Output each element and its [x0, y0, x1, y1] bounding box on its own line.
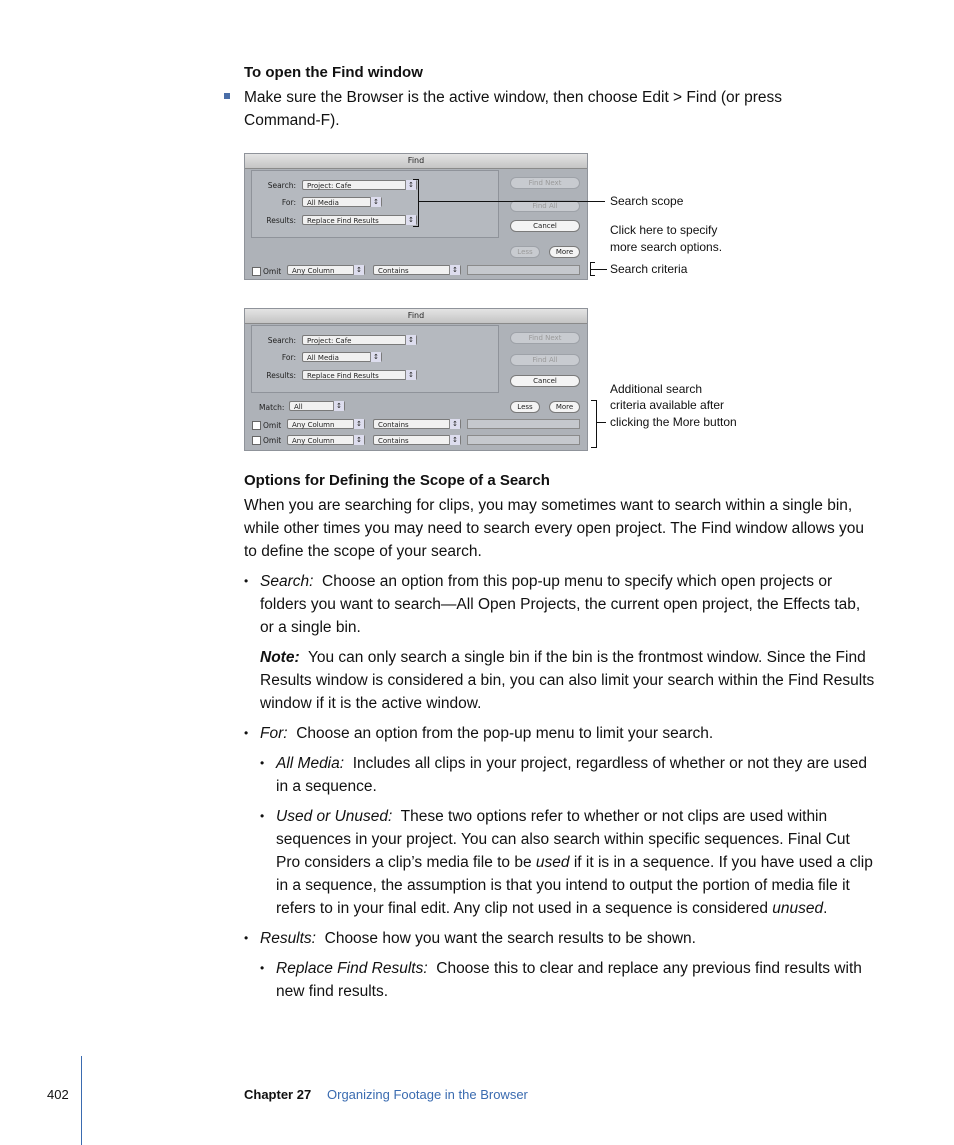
- term: Replace Find Results:: [276, 960, 428, 977]
- criteria-text-field[interactable]: [467, 435, 580, 445]
- replace-results-item: [260, 957, 876, 1003]
- note-description: You can only search a single bin if the bin is the frontmost window. Since the Find Results window is considered a bin, you can also limit your search within the Find Results window if it is the active window.: [260, 649, 875, 712]
- bullet-icon: •: [260, 756, 265, 770]
- term: Used or Unused:: [276, 808, 393, 825]
- omit-label: Omit: [263, 267, 282, 276]
- bullet-icon: •: [244, 726, 249, 740]
- bullet-icon: •: [244, 931, 249, 945]
- section-title: Options for Defining the Scope of a Search: [244, 472, 550, 489]
- description: Choose this to clear and replace any previous find results with new find results.: [276, 960, 862, 1000]
- more-button[interactable]: More: [549, 246, 580, 258]
- bullet-icon: •: [244, 574, 249, 588]
- description: Includes all clips in your project, regardless of whether or not they are used in a sequence.: [276, 755, 868, 795]
- footer-divider: [81, 1056, 82, 1145]
- results-popup[interactable]: Replace Find Results ↕: [302, 370, 417, 380]
- match-popup[interactable]: All ↕: [289, 401, 345, 411]
- criteria-text-field[interactable]: [467, 265, 580, 275]
- criteria-bracket-bottom: [590, 275, 595, 276]
- intro-paragraph: When you are searching for clips, you may sometimes want to search within a single bin, while other times you may need to search every open project. The Find window allows you to define the scope of your search.: [244, 497, 865, 560]
- page-number: 402: [47, 1087, 69, 1102]
- term: Search:: [260, 573, 314, 590]
- for-label: For:: [281, 353, 296, 362]
- scope-panel: [251, 325, 499, 393]
- less-button[interactable]: Less: [510, 246, 540, 258]
- contains-popup[interactable]: Contains ↕: [373, 419, 461, 429]
- annotation-additional-line3: clicking the More button: [610, 415, 737, 429]
- additional-leader-line: [596, 422, 606, 423]
- description: Choose an option from this pop-up menu to specify which open projects or folders you want to search—All Open Projects, the current open project, the Effects tab, or a single bin.: [260, 573, 861, 636]
- step-text: Make sure the Browser is the active window, then choose Edit > Find (or press Command-F).: [244, 89, 783, 129]
- term: Results:: [260, 930, 316, 947]
- annotation-search-criteria: Search criteria: [610, 262, 688, 276]
- term: For:: [260, 725, 288, 742]
- find-window-expanded: [244, 308, 588, 451]
- chapter-label: Chapter 27: [244, 1087, 312, 1102]
- more-button[interactable]: More: [549, 401, 580, 413]
- omit-checkbox[interactable]: [252, 267, 261, 276]
- omit-label: Omit: [263, 436, 282, 445]
- search-popup[interactable]: Project: Cafe ↕: [302, 335, 417, 345]
- find-next-button[interactable]: Find Next: [510, 177, 580, 189]
- column-popup[interactable]: Any Column ↕: [287, 435, 365, 445]
- description-part1: These two options refer to whether or not clips are used within sequences in your project. You can also search within specific sequences. Final Cut Pro considers a clip’s media file to be: [276, 808, 850, 871]
- criteria-text-field[interactable]: [467, 419, 580, 429]
- for-popup[interactable]: All Media ↕: [302, 352, 382, 362]
- find-window-basic: [244, 153, 588, 280]
- note-paragraph: [260, 646, 876, 715]
- results-label: Results:: [266, 371, 296, 380]
- all-media-item: [260, 752, 876, 798]
- bracket-vertical: [418, 179, 419, 227]
- find-next-button[interactable]: Find Next: [510, 332, 580, 344]
- find-all-button[interactable]: Find All: [510, 200, 580, 212]
- criteria-leader-line: [590, 269, 607, 270]
- contains-popup[interactable]: Contains ↕: [373, 435, 461, 445]
- search-popup[interactable]: Project: Cafe ↕: [302, 180, 417, 190]
- find-all-button[interactable]: Find All: [510, 354, 580, 366]
- unused-word: unused: [772, 900, 824, 917]
- procedure-heading: To open the Find window: [244, 64, 423, 81]
- cancel-button[interactable]: Cancel: [510, 220, 580, 232]
- annotation-additional-line2: criteria available after: [610, 398, 725, 412]
- for-label: For:: [281, 198, 296, 207]
- omit-checkbox[interactable]: [252, 436, 261, 445]
- cancel-button[interactable]: Cancel: [510, 375, 580, 387]
- description-part2: if it is in a sequence. If you have used a clip in a sequence, the assumption is that you intend to output the portion of media file it refers to in your final edit. Any clip not used in a sequence is considered: [276, 854, 873, 917]
- scope-panel: [251, 170, 499, 238]
- description: Choose an option from the pop-up menu to limit your search.: [296, 725, 714, 742]
- contains-popup[interactable]: Contains ↕: [373, 265, 461, 275]
- annotation-additional-line1: Additional search: [610, 382, 703, 396]
- omit-checkbox[interactable]: [252, 421, 261, 430]
- bullet-square-icon: [224, 93, 230, 99]
- less-button[interactable]: Less: [510, 401, 540, 413]
- bullet-icon: •: [260, 961, 265, 975]
- scope-leader-line: [418, 201, 605, 202]
- search-label: Search:: [267, 181, 296, 190]
- annotation-more-options-line1: Click here to specify: [610, 223, 718, 237]
- for-option-item: [244, 722, 876, 745]
- search-label: Search:: [267, 336, 296, 345]
- description: Choose how you want the search results to be shown.: [324, 930, 696, 947]
- bullet-icon: •: [260, 809, 265, 823]
- results-option-item: [244, 927, 876, 950]
- chapter-title-link[interactable]: Organizing Footage in the Browser: [327, 1087, 528, 1102]
- results-label: Results:: [266, 216, 296, 225]
- match-label: Match:: [259, 403, 285, 412]
- column-popup[interactable]: Any Column ↕: [287, 419, 365, 429]
- annotation-more-options-line2: more search options.: [610, 240, 723, 254]
- additional-bracket-bottom: [591, 447, 597, 448]
- for-popup[interactable]: All Media ↕: [302, 197, 382, 207]
- used-unused-item: • Used or Unused: These two options refer to whether or not clips are used within sequences in your project. You can also search within specific sequences. Final Cut Pro considers a clip’s media file to be used if it is in a sequence. If you have used a clip in a sequence, the assumption is that you intend to output the portion of media file it refers to in your final edit. Any clip not used in a sequence is considered unused.: [276, 805, 876, 920]
- annotation-search-scope: Search scope: [610, 194, 684, 208]
- window-title: Find: [245, 309, 587, 324]
- search-option-item: [244, 570, 876, 639]
- window-title: Find: [245, 154, 587, 169]
- results-popup[interactable]: Replace Find Results ↕: [302, 215, 417, 225]
- column-popup[interactable]: Any Column ↕: [287, 265, 365, 275]
- used-word: used: [535, 854, 570, 871]
- bracket-bottom: [413, 226, 419, 227]
- additional-bracket: [596, 400, 597, 448]
- omit-label: Omit: [263, 421, 282, 430]
- term: All Media:: [276, 755, 345, 772]
- note-term: Note:: [260, 649, 300, 666]
